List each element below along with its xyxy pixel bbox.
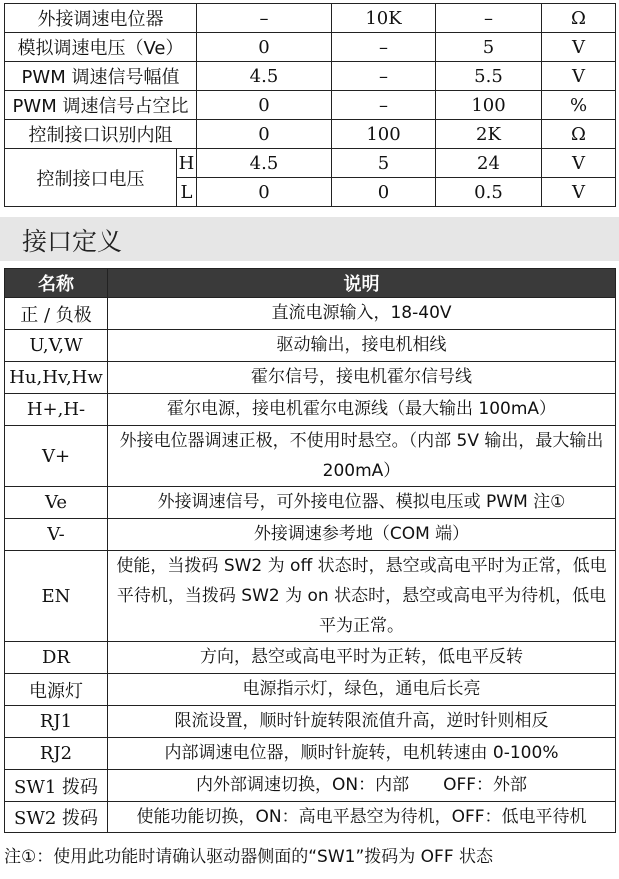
table-row xyxy=(5,738,616,770)
table-row xyxy=(5,519,616,551)
def-desc: 霍尔电源，接电机霍尔电源线（最大输出 100mA） xyxy=(108,394,616,426)
def-desc: 使能，当拨码 SW2 为 off 状态时，悬空或高电平时为正常，低电平待机，当拨码 SW2 为 on 状态时，悬空或高电平为待机，低电平为正常。 xyxy=(108,551,616,642)
spec-name: PWM 调速信号幅值 xyxy=(5,62,197,91)
spec-unit: % xyxy=(542,91,616,120)
def-name: SW2 拨码 xyxy=(5,802,108,833)
spec-name-voltage: 控制接口电压 xyxy=(5,149,177,207)
def-desc: 方向，悬空或高电平时为正转，低电平反转 xyxy=(108,642,616,674)
interface-definition-table xyxy=(4,268,616,833)
def-name: 正 / 负极 xyxy=(5,298,108,330)
spec-min: 4.5 xyxy=(197,149,332,178)
spec-unit: V xyxy=(542,149,616,178)
spec-max: 100 xyxy=(436,91,542,120)
spec-min: – xyxy=(197,4,332,33)
def-name: RJ2 xyxy=(5,738,108,770)
header-name: 名称 xyxy=(5,269,108,298)
def-desc: 内外部调速切换，ON：内部 OFF：外部 xyxy=(108,770,616,802)
table-header-row xyxy=(5,269,616,298)
def-name: RJ1 xyxy=(5,706,108,738)
spec-typ: 0 xyxy=(332,178,436,207)
spec-min: 0 xyxy=(197,178,332,207)
spec-typ: 5 xyxy=(332,149,436,178)
spec-row xyxy=(5,33,616,62)
def-name: SW1 拨码 xyxy=(5,770,108,802)
table-row xyxy=(5,674,616,706)
spec-unit: V xyxy=(542,178,616,207)
section-title: 接口定义 xyxy=(22,227,123,256)
table-row xyxy=(5,802,616,833)
spec-typ: 10K xyxy=(332,4,436,33)
def-name: Ve xyxy=(5,487,108,519)
def-name: DR xyxy=(5,642,108,674)
def-name: V+ xyxy=(5,426,108,487)
spec-row xyxy=(5,120,616,149)
def-desc: 限流设置，顺时针旋转限流值升高，逆时针则相反 xyxy=(108,706,616,738)
table-row xyxy=(5,426,616,487)
spec-name: 控制接口识别内阻 xyxy=(5,120,197,149)
spec-typ: – xyxy=(332,91,436,120)
spec-unit: V xyxy=(542,62,616,91)
table-row xyxy=(5,706,616,738)
spec-row xyxy=(5,62,616,91)
table-row xyxy=(5,487,616,519)
def-desc: 霍尔信号，接电机霍尔信号线 xyxy=(108,362,616,394)
spec-unit: Ω xyxy=(542,120,616,149)
def-name: 电源灯 xyxy=(5,674,108,706)
spec-unit: Ω xyxy=(542,4,616,33)
spec-level-low: L xyxy=(177,178,197,207)
spec-max: 0.5 xyxy=(436,178,542,207)
table-row xyxy=(5,642,616,674)
def-name: EN xyxy=(5,551,108,642)
spec-row xyxy=(5,4,616,33)
def-desc: 驱动输出，接电机相线 xyxy=(108,330,616,362)
spec-typ: – xyxy=(332,33,436,62)
footnote: 注①：使用此功能时请确认驱动器侧面的“SW1”拨码为 OFF 状态 xyxy=(4,847,494,867)
def-name: V- xyxy=(5,519,108,551)
table-row xyxy=(5,551,616,642)
def-desc: 外接电位器调速正极，不使用时悬空。（内部 5V 输出，最大输出 200mA） xyxy=(108,426,616,487)
table-row xyxy=(5,770,616,802)
def-desc: 外接调速参考地（COM 端） xyxy=(108,519,616,551)
spec-min: 0 xyxy=(197,120,332,149)
spec-max: 5 xyxy=(436,33,542,62)
def-name: U,V,W xyxy=(5,330,108,362)
spec-row-voltage-high xyxy=(5,149,616,178)
spec-min: 0 xyxy=(197,33,332,62)
table-row xyxy=(5,394,616,426)
def-desc: 直流电源输入，18-40V xyxy=(108,298,616,330)
def-name: H+,H- xyxy=(5,394,108,426)
def-desc: 电源指示灯，绿色，通电后长亮 xyxy=(108,674,616,706)
spec-unit: V xyxy=(542,33,616,62)
spec-row xyxy=(5,91,616,120)
def-desc: 外接调速信号，可外接电位器、模拟电压或 PWM 注① xyxy=(108,487,616,519)
header-desc: 说明 xyxy=(108,269,616,298)
table-row xyxy=(5,298,616,330)
spec-max: 24 xyxy=(436,149,542,178)
spec-table xyxy=(4,3,616,207)
spec-name: 模拟调速电压（Ve） xyxy=(5,33,197,62)
table-row xyxy=(5,362,616,394)
spec-max: – xyxy=(436,4,542,33)
spec-name: PWM 调速信号占空比 xyxy=(5,91,197,120)
spec-min: 0 xyxy=(197,91,332,120)
def-desc: 使能功能切换，ON：高电平悬空为待机，OFF：低电平待机 xyxy=(108,802,616,833)
def-desc: 内部调速电位器，顺时针旋转，电机转速由 0-100% xyxy=(108,738,616,770)
spec-name: 外接调速电位器 xyxy=(5,4,197,33)
spec-max: 2K xyxy=(436,120,542,149)
spec-min: 4.5 xyxy=(197,62,332,91)
spec-typ: 100 xyxy=(332,120,436,149)
def-name: Hu,Hv,Hw xyxy=(5,362,108,394)
spec-typ: – xyxy=(332,62,436,91)
table-row xyxy=(5,330,616,362)
spec-level-high: H xyxy=(177,149,197,178)
spec-max: 5.5 xyxy=(436,62,542,91)
